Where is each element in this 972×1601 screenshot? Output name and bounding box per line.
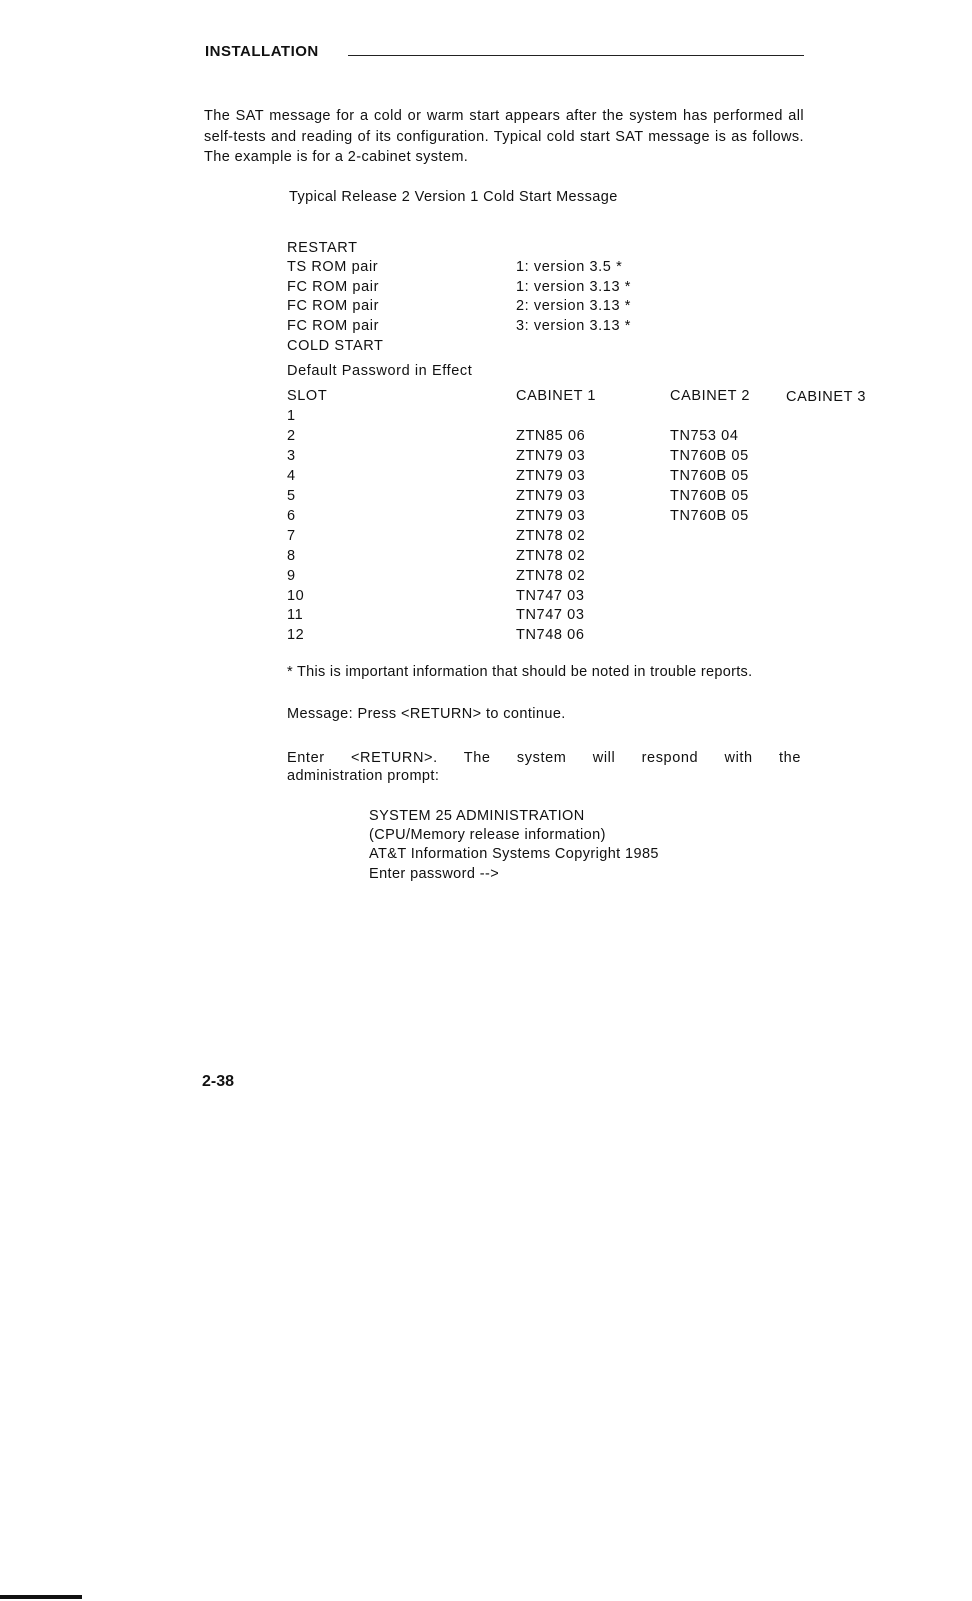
section-title: INSTALLATION [205, 43, 319, 60]
slot-number: 11 [287, 607, 304, 623]
cabinet-1-cell: ZTN85 06 [516, 428, 586, 444]
slot-number: 8 [287, 548, 296, 564]
slot-number: 4 [287, 468, 296, 484]
rom-pair-value: 1: version 3.13 * [516, 279, 631, 295]
slot-number: 6 [287, 508, 296, 524]
rom-pair-label: TS ROM pair [287, 259, 379, 275]
slot-number: 12 [287, 627, 305, 643]
slot-number: 10 [287, 588, 305, 604]
cabinet-1-cell: TN747 03 [516, 588, 585, 604]
restart-line: RESTART [287, 240, 358, 256]
footer-bar [0, 1595, 82, 1599]
slot-number: 1 [287, 408, 296, 424]
page-number: 2-38 [202, 1073, 235, 1090]
cabinet-1-cell: TN748 06 [516, 627, 585, 643]
cabinet-1-cell: TN747 03 [516, 607, 585, 623]
cabinet-1-cell: ZTN79 03 [516, 488, 586, 504]
slot-number: 3 [287, 448, 296, 464]
continue-message: Message: Press <RETURN> to continue. [287, 706, 566, 722]
rom-pair-label: FC ROM pair [287, 298, 379, 314]
header-rule [348, 55, 804, 56]
example-caption: Typical Release 2 Version 1 Cold Start Message [289, 189, 618, 205]
cabinet-2-cell: TN760B 05 [670, 508, 749, 524]
cabinet-1-header: CABINET 1 [516, 388, 597, 404]
instruction-line: Enter <RETURN>. The system will respond with the [287, 750, 801, 766]
admin-prompt-line: (CPU/Memory release information) [369, 827, 606, 843]
cold-start-line: COLD START [287, 338, 384, 354]
cabinet-1-cell: ZTN79 03 [516, 508, 586, 524]
cabinet-2-cell: TN760B 05 [670, 468, 749, 484]
footnote: * This is important information that should be noted in trouble reports. [287, 664, 753, 680]
cabinet-2-cell: TN760B 05 [670, 488, 749, 504]
intro-paragraph: The SAT message for a cold or warm start appears after the system has performed all self-tests and reading of its configuration. Typical cold start SAT message is as follows. The example is for a 2-cabinet system. [204, 108, 804, 165]
cabinet-2-header: CABINET 2 [670, 388, 751, 404]
cabinet-1-cell: ZTN78 02 [516, 528, 586, 544]
admin-prompt-line: AT&T Information Systems Copyright 1985 [369, 846, 659, 862]
rom-pair-value: 2: version 3.13 * [516, 298, 631, 314]
rom-pair-label: FC ROM pair [287, 318, 379, 334]
admin-prompt-line: SYSTEM 25 ADMINISTRATION [369, 808, 585, 824]
rom-pair-label: FC ROM pair [287, 279, 379, 295]
rom-pair-value: 1: version 3.5 * [516, 259, 623, 275]
slot-header: SLOT [287, 388, 328, 404]
cabinet-1-cell: ZTN79 03 [516, 468, 586, 484]
slot-number: 2 [287, 428, 296, 444]
instruction-line-continued: administration prompt: [287, 768, 440, 784]
cabinet-1-cell: ZTN78 02 [516, 568, 586, 584]
cabinet-2-cell: TN753 04 [670, 428, 739, 444]
cabinet-2-cell: TN760B 05 [670, 448, 749, 464]
cabinet-3-header: CABINET 3 [786, 389, 867, 405]
slot-number: 7 [287, 528, 296, 544]
cabinet-1-cell: ZTN78 02 [516, 548, 586, 564]
default-password-line: Default Password in Effect [287, 363, 473, 379]
slot-number: 9 [287, 568, 296, 584]
slot-number: 5 [287, 488, 296, 504]
cabinet-1-cell: ZTN79 03 [516, 448, 586, 464]
password-prompt: Enter password --> [369, 866, 500, 882]
rom-pair-value: 3: version 3.13 * [516, 318, 631, 334]
